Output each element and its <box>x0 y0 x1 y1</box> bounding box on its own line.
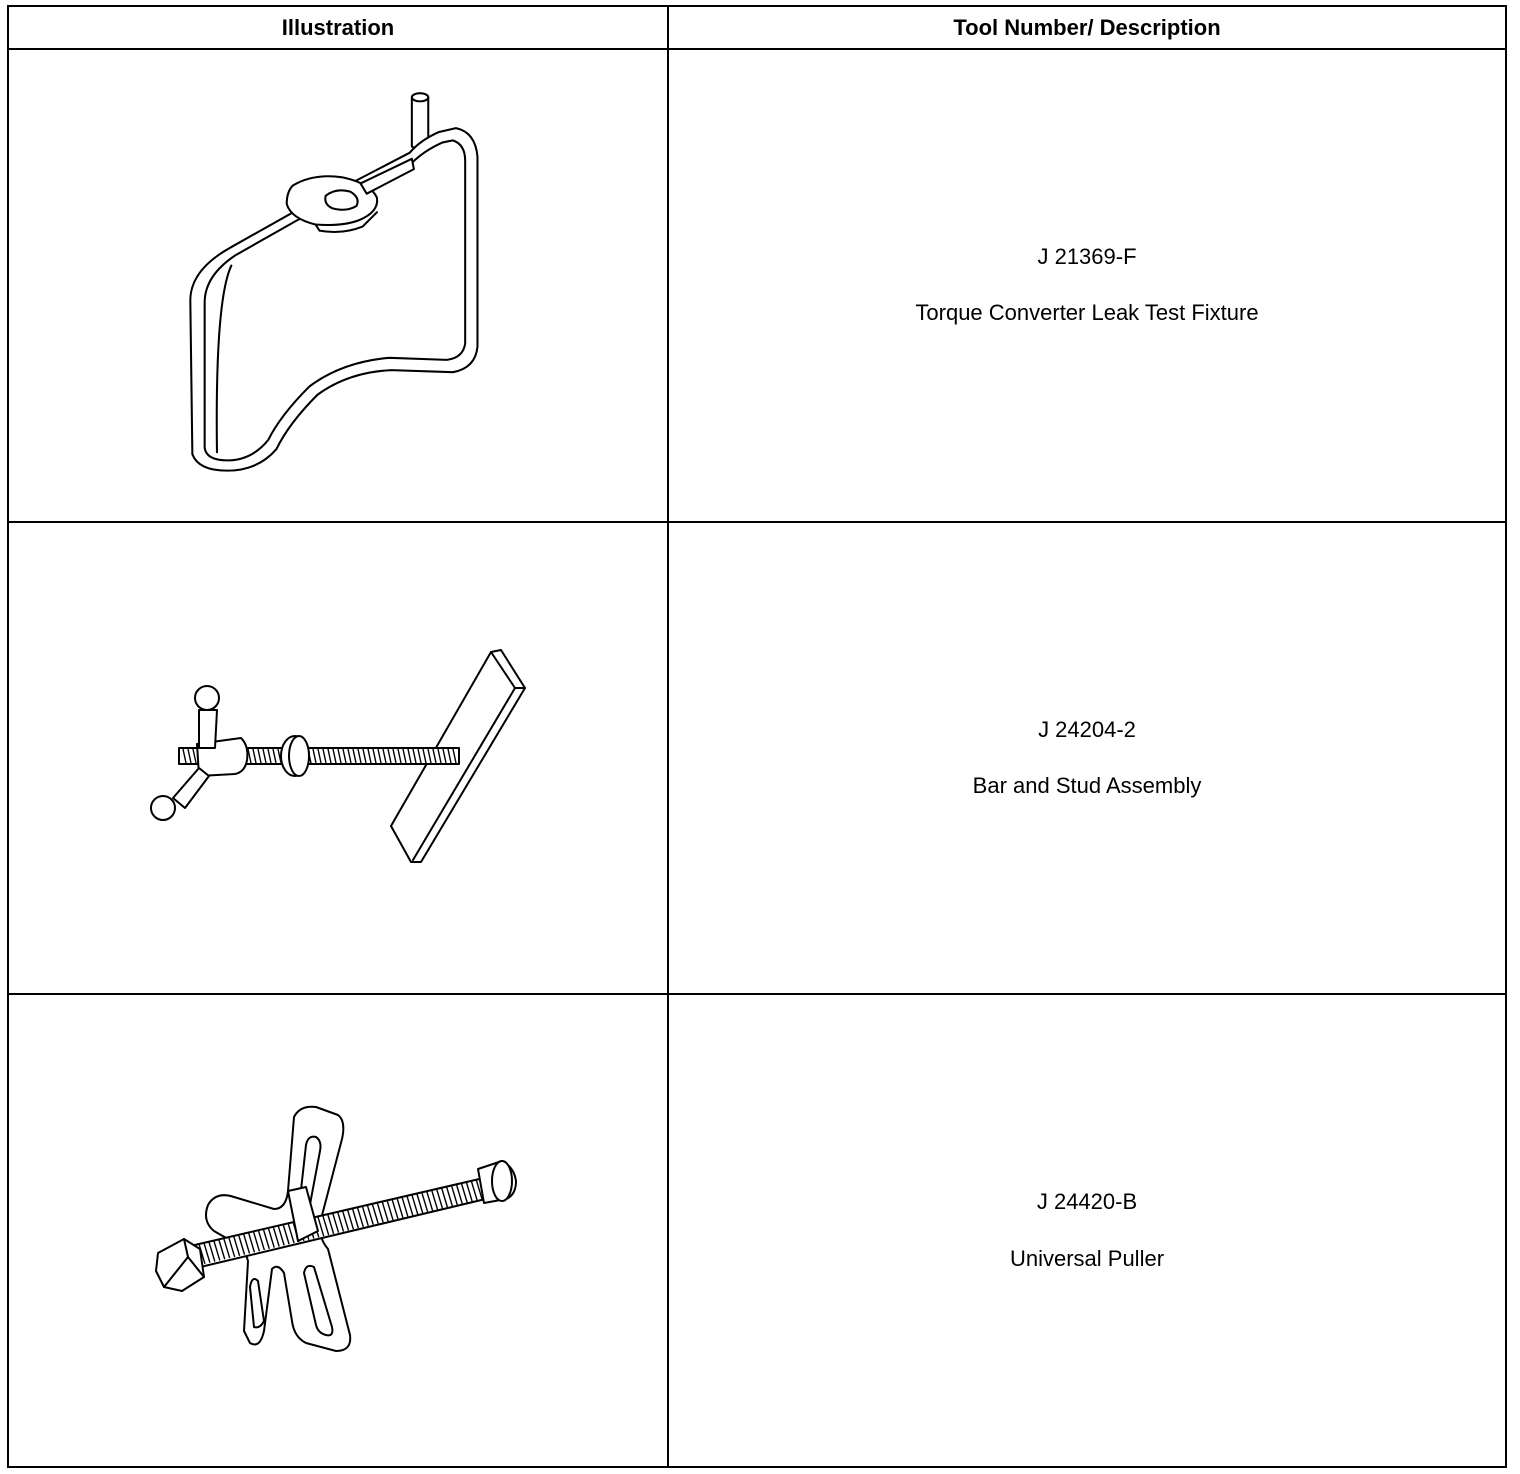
special-tools-table <box>7 5 1507 1468</box>
bar-and-stud-illustration <box>128 638 548 878</box>
header-illustration: Illustration <box>8 6 668 49</box>
tool-description: Torque Converter Leak Test Fixture <box>915 300 1259 326</box>
tool-description: Universal Puller <box>1009 1245 1165 1271</box>
header-tool-description: Tool Number/ Description <box>668 6 1506 49</box>
illustration-cell <box>8 994 668 1467</box>
tool-description-cell <box>668 49 1506 522</box>
table-row <box>8 522 1506 995</box>
illustration-cell <box>8 49 668 522</box>
tool-number: J 24420-B <box>1036 1189 1138 1215</box>
universal-puller-illustration <box>138 1096 538 1366</box>
illustration-cell <box>8 522 668 995</box>
tool-description-cell <box>668 994 1506 1467</box>
tool-description-cell <box>668 522 1506 995</box>
tool-number: J 24204-2 <box>1038 716 1136 742</box>
table-header-row <box>8 6 1506 49</box>
table-row <box>8 994 1506 1467</box>
tool-number: J 21369-F <box>1037 243 1137 269</box>
leak-test-fixture-illustration <box>168 85 508 485</box>
tool-description: Bar and Stud Assembly <box>972 772 1202 798</box>
table-row <box>8 49 1506 522</box>
